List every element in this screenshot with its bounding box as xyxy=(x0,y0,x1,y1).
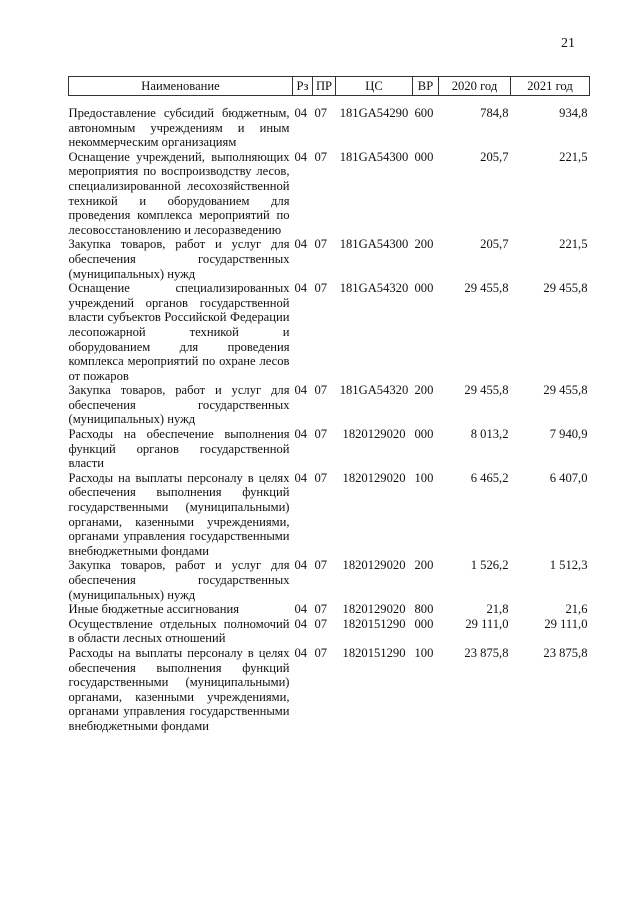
row-pr: 07 xyxy=(314,149,328,164)
row-vr: 000 xyxy=(414,427,434,442)
column-header-cs: ЦС xyxy=(336,77,413,96)
row-cs: 181GA54300 xyxy=(339,149,409,164)
row-vr: 200 xyxy=(414,558,434,573)
row-name: Оснащение учреждений, выполняющих мероприятия по воспроизводству лесов, специализированной лесохозяйственной техникой и оборудованием для проведения комплекса мероприятий по лесовосстановлению и лесоразведению xyxy=(68,149,290,237)
row-amount-2021: 221,5 xyxy=(559,237,588,252)
row-cs: 1820151290 xyxy=(342,645,406,660)
row-cs: 181GA54320 xyxy=(339,281,409,296)
table-row xyxy=(69,471,590,559)
row-amount-2021: 29 111,0 xyxy=(544,616,588,631)
row-amount-2021: 1 512,3 xyxy=(549,558,588,573)
table-row xyxy=(69,617,590,646)
row-cs: 181GA54320 xyxy=(339,383,409,398)
row-amount-2021: 29 455,8 xyxy=(543,281,588,296)
row-vr: 200 xyxy=(414,383,434,398)
row-pr: 07 xyxy=(314,645,328,660)
row-amount-2020: 1 526,2 xyxy=(470,558,509,573)
row-cs: 181GA54300 xyxy=(339,237,409,252)
row-name: Расходы на выплаты персоналу в целях обеспечения выполнения функций государственными (муниципальными) органами, казенными учреждениями, органами управления государственными внебюджетными фондами xyxy=(68,470,290,558)
row-name: Оснащение специализированных учреждений органов государственной власти субъектов Российской Федерации лесопожарной техникой и оборудованием для проведения комплекса мероприятий по охране лесов от пожаров xyxy=(68,281,290,383)
row-vr: 600 xyxy=(414,106,434,120)
row-name: Предоставление субсидий бюджетным, автономным учреждениям и иным некоммерческим организациям xyxy=(68,106,290,150)
table-row xyxy=(69,237,590,281)
row-rz: 04 xyxy=(294,106,308,120)
row-amount-2021: 21,6 xyxy=(565,602,588,617)
row-cs: 1820129020 xyxy=(342,602,406,617)
row-pr: 07 xyxy=(314,106,328,120)
table-header xyxy=(69,77,590,96)
table-body xyxy=(69,96,590,734)
row-rz: 04 xyxy=(294,427,308,442)
column-header-vr: ВР xyxy=(413,77,439,96)
column-header-name: Наименование xyxy=(69,77,293,96)
row-amount-2021: 29 455,8 xyxy=(543,383,588,398)
row-pr: 07 xyxy=(314,602,328,617)
row-pr: 07 xyxy=(314,427,328,442)
table-row xyxy=(69,427,590,471)
row-amount-2020: 6 465,2 xyxy=(470,470,509,485)
row-amount-2020: 29 111,0 xyxy=(465,616,509,631)
row-vr: 800 xyxy=(414,602,434,617)
row-amount-2020: 23 875,8 xyxy=(464,645,509,660)
row-rz: 04 xyxy=(294,645,308,660)
budget-table xyxy=(68,76,590,734)
row-name: Осуществление отдельных полномочий в области лесных отношений xyxy=(68,616,290,646)
row-amount-2020: 29 455,8 xyxy=(464,281,509,296)
row-cs: 181GA54290 xyxy=(339,106,409,120)
row-rz: 04 xyxy=(294,470,308,485)
column-header-2020: 2020 год xyxy=(439,77,511,96)
table-row xyxy=(69,150,590,238)
row-amount-2020: 21,8 xyxy=(486,602,509,617)
column-header-rz: Рз xyxy=(293,77,313,96)
row-name: Закупка товаров, работ и услуг для обеспечения государственных (муниципальных) нужд xyxy=(68,558,290,602)
column-header-pr: ПР xyxy=(313,77,336,96)
row-amount-2020: 205,7 xyxy=(480,149,509,164)
row-name: Расходы на выплаты персоналу в целях обеспечения выполнения функций государственными (муниципальными) органами, казенными учреждениями, органами управления государственными внебюджетными фондами xyxy=(68,645,290,733)
row-pr: 07 xyxy=(314,383,328,398)
row-name: Иные бюджетные ассигнования xyxy=(68,602,240,617)
row-cs: 1820129020 xyxy=(342,427,406,442)
row-name: Закупка товаров, работ и услуг для обеспечения государственных (муниципальных) нужд xyxy=(68,237,290,281)
row-amount-2021: 934,8 xyxy=(559,106,588,120)
row-rz: 04 xyxy=(294,602,308,617)
row-vr: 000 xyxy=(414,149,434,164)
row-amount-2021: 7 940,9 xyxy=(549,427,588,442)
table-row xyxy=(69,558,590,602)
row-cs: 1820151290 xyxy=(342,616,406,631)
row-rz: 04 xyxy=(294,558,308,573)
table-row xyxy=(69,96,590,150)
row-vr: 000 xyxy=(414,616,434,631)
row-pr: 07 xyxy=(314,281,328,296)
row-vr: 000 xyxy=(414,281,434,296)
row-vr: 100 xyxy=(414,470,434,485)
row-name: Закупка товаров, работ и услуг для обеспечения государственных (муниципальных) нужд xyxy=(68,383,290,427)
row-amount-2020: 29 455,8 xyxy=(464,383,509,398)
row-pr: 07 xyxy=(314,470,328,485)
row-amount-2021: 221,5 xyxy=(559,149,588,164)
row-name: Расходы на обеспечение выполнения функций органов государственной власти xyxy=(68,427,290,471)
row-rz: 04 xyxy=(294,616,308,631)
row-amount-2020: 8 013,2 xyxy=(470,427,509,442)
row-amount-2020: 205,7 xyxy=(480,237,509,252)
row-rz: 04 xyxy=(294,237,308,252)
row-pr: 07 xyxy=(314,237,328,252)
table-row xyxy=(69,602,590,617)
row-amount-2020: 784,8 xyxy=(480,106,509,120)
row-vr: 200 xyxy=(414,237,434,252)
row-pr: 07 xyxy=(314,558,328,573)
row-pr: 07 xyxy=(314,616,328,631)
column-header-2021: 2021 год xyxy=(511,77,590,96)
table-row xyxy=(69,646,590,734)
row-vr: 100 xyxy=(414,645,434,660)
row-cs: 1820129020 xyxy=(342,470,406,485)
table-row xyxy=(69,281,590,383)
page-number: 21 xyxy=(561,36,575,51)
row-rz: 04 xyxy=(294,281,308,296)
row-amount-2021: 6 407,0 xyxy=(549,470,588,485)
row-cs: 1820129020 xyxy=(342,558,406,573)
row-amount-2021: 23 875,8 xyxy=(543,645,588,660)
row-rz: 04 xyxy=(294,383,308,398)
table-row xyxy=(69,383,590,427)
row-rz: 04 xyxy=(294,149,308,164)
